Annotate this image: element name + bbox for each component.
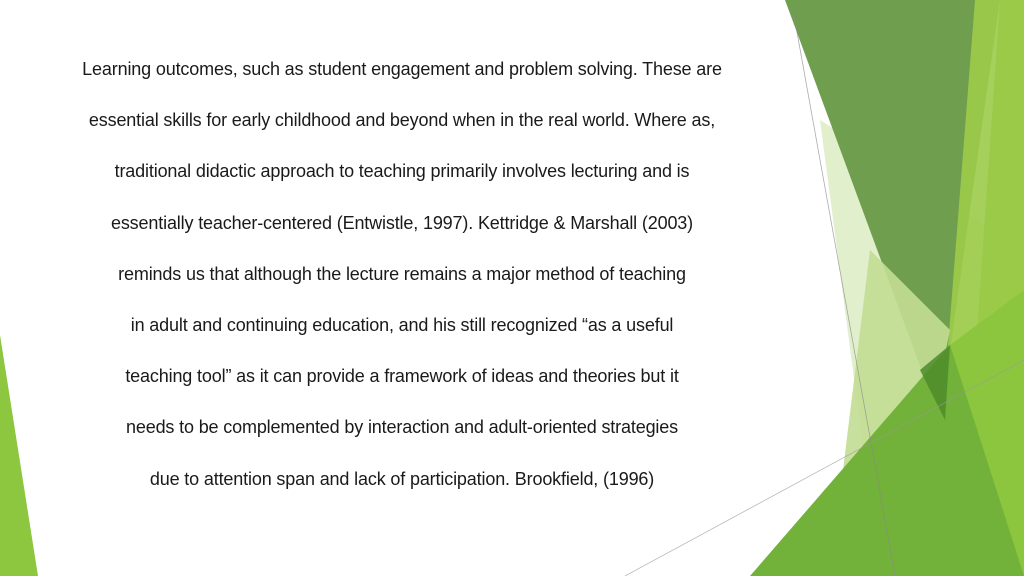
- decor-shape-left: [0, 335, 38, 576]
- paragraph-line-9: due to attention span and lack of participation. Brookfield, (1996): [149, 468, 655, 489]
- paragraph-line-7: teaching tool” as it can provide a framework of ideas and theories but it: [125, 366, 679, 387]
- paragraph-line-2: essential skills for early childhood and beyond when in the real world. Where as,: [88, 110, 716, 131]
- paragraph-line-3: traditional didactic approach to teaching primarily involves lecturing and is: [114, 161, 690, 182]
- paragraph-line-5: reminds us that although the lecture remains a major method of teaching: [118, 263, 686, 284]
- paragraph-line-1: Learning outcomes, such as student engagement and problem solving. These are: [82, 59, 722, 79]
- body-paragraph: [40, 44, 764, 505]
- paragraph-line-6: in adult and continuing education, and his still recognized “as a useful: [130, 314, 674, 335]
- paragraph-line-8: needs to be complemented by interaction and adult-oriented strategies: [125, 417, 678, 438]
- paragraph-line-4: essentially teacher-centered (Entwistle, 1997). Kettridge & Marshall (2003): [110, 212, 694, 233]
